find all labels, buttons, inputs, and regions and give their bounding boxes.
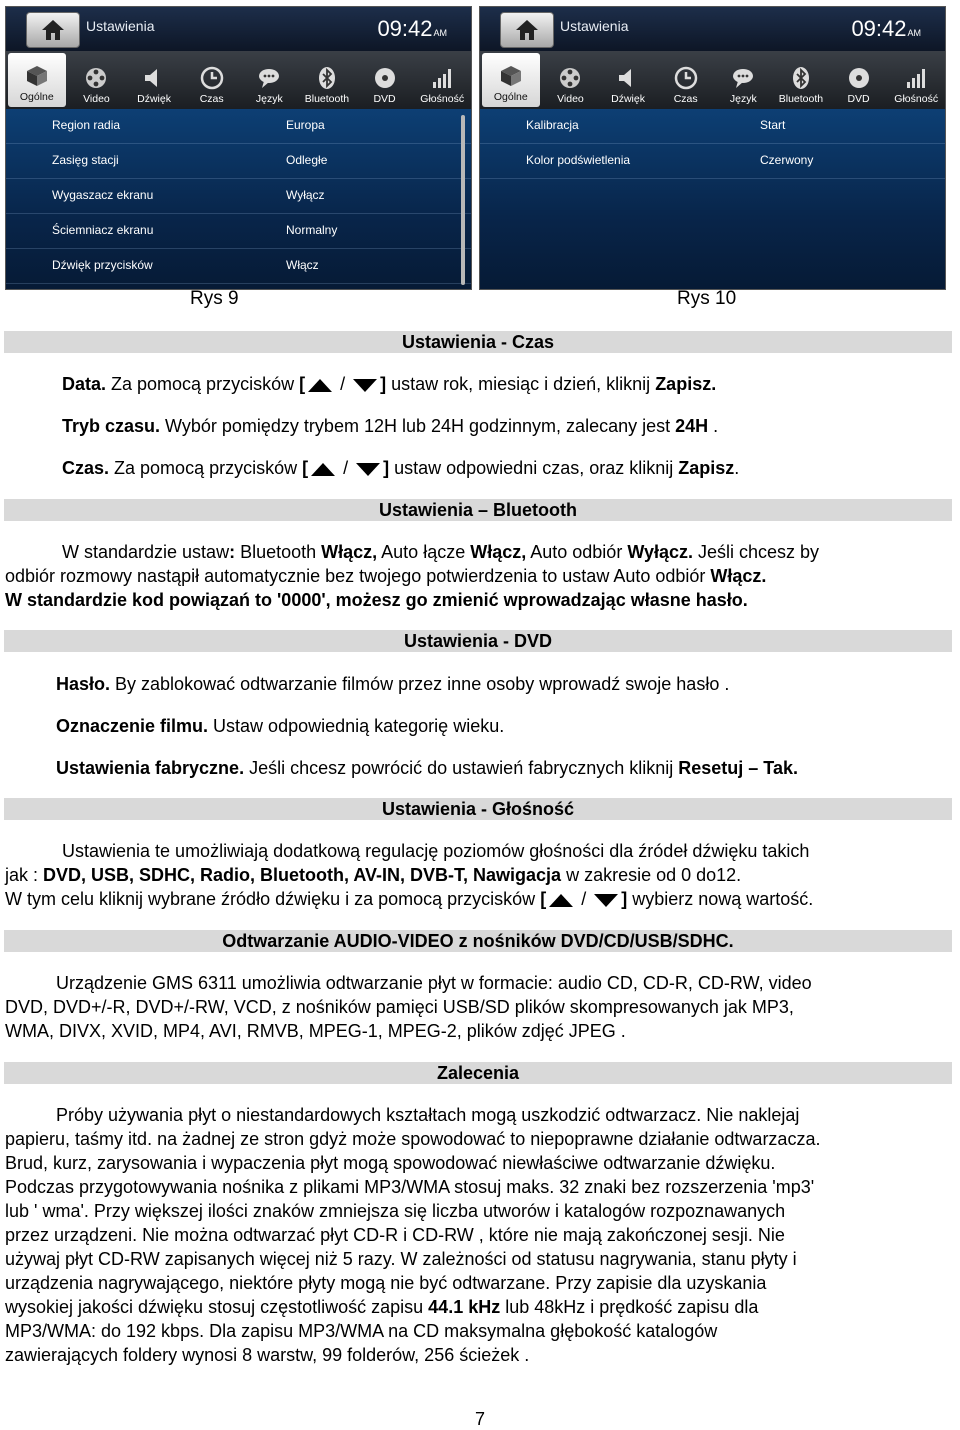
paragraph-bluetooth-2 [5,564,766,588]
tab-label: Video [83,93,110,105]
speaker-icon [142,66,166,90]
text: wysokiej jakości dźwięku stosuj częstotliwość zapisu [5,1297,429,1317]
clock [851,16,921,42]
up-arrow-icon [308,379,332,392]
bracket: [ [540,889,547,909]
settings-tabs [6,51,471,109]
setting-value: Wyłącz [286,188,325,202]
paragraph-volume-1: Ustawienia te umożliwiają dodatkową regulację poziomów głośności dla źródeł dźwięku takich [62,841,810,861]
text: Bluetooth [235,542,322,562]
tab-label: Ogólne [493,91,528,103]
paragraph-rec-9 [5,1295,758,1319]
paragraph-playback-1: Urządzenie GMS 6311 umożliwia odtwarzanie płyt w formacie: audio CD, CD-R, CD-RW, video [56,973,812,993]
paragraph-bluetooth-1 [62,540,819,564]
paragraph-rec-4: Podczas przygotowywania nośnika z plikami MP3/WMA stosuj maks. 32 znaki bez rozszerzenia 'mp3' [5,1177,815,1197]
text: / [338,458,354,478]
paragraph-volume-2 [5,863,741,887]
clock-ampm: AM [433,28,447,38]
setting-label: Region radia [52,118,121,132]
setting-value: Start [760,118,786,132]
home-button[interactable] [500,12,554,48]
tab-volume[interactable] [413,51,471,109]
tab-bluetooth[interactable] [298,51,356,109]
bracket: ] [383,458,390,478]
clock-icon [200,66,224,90]
text: ustaw rok, miesiąc i dzień, kliknij [386,374,656,394]
tab-label: Czas [673,93,698,105]
text: / [576,889,592,909]
term: 24H [675,416,709,436]
settings-list [6,109,471,289]
clock-time: 09:42 [851,16,907,41]
term: DVD, USB, SDHC, Radio, Bluetooth, AV-IN, DVB-T, Nawigacja [43,865,562,885]
section-header-volume: Ustawienia - Głośność [4,798,952,820]
text-bold: W standardzie kod powiązań to '0000', możesz go zmienić wprowadzając własne hasło. [5,590,748,610]
paragraph-time [62,456,739,480]
setting-value: Europa [286,118,325,132]
tab-label: Dźwięk [611,93,645,105]
text: Wybór pomiędzy trybem 12H lub 24H godzinnym, zalecany jest [160,416,676,436]
paragraph-rec-11: zawierających foldery wynosi 8 warstw, 99 folderów, 256 ścieżek . [5,1345,530,1365]
term: Czas. [62,458,110,478]
paragraph-password [56,672,729,696]
bracket: [ [299,374,306,394]
setting-row-radio-region[interactable] [6,109,471,144]
setting-label: Zasięg stacji [52,153,119,167]
clock-ampm: AM [907,28,921,38]
paragraph-time-mode [62,414,718,438]
screen-title: Ustawienia [86,18,155,34]
text: odbiór rozmowy nastąpił automatycznie bez twojego potwierdzenia to ustaw Auto odbiór [5,566,711,586]
text: Auto łącze [377,542,471,562]
paragraph-rec-3: Brud, kurz, zarysowania i wypaczenia płyt mogą spowodować niewłaściwe odtwarzanie dźwięku. [5,1153,776,1173]
term: 44.1 kHz [428,1297,501,1317]
tab-label: Ogólne [19,91,54,103]
tab-bluetooth[interactable] [772,51,830,109]
paragraph-factory [56,756,798,780]
bluetooth-icon [315,66,339,90]
tab-label: DVD [847,93,870,105]
tab-general[interactable] [482,53,540,107]
setting-row-calibration[interactable] [480,109,945,144]
tab-label: Język [255,93,283,105]
tab-label: Głośność [894,93,939,105]
paragraph-playback-3: WMA, DIVX, XVID, MP4, AVI, RMVB, MPEG-1, MPEG-2, plików zdjęć JPEG . [5,1021,626,1041]
setting-value: Odległe [286,153,328,167]
term: Włącz. [710,566,767,586]
setting-label: Ściemniacz ekranu [52,223,154,237]
tab-label: Bluetooth [778,93,824,105]
text: Za pomocą przycisków [106,374,300,394]
top-bar [6,7,471,51]
paragraph-rec-7: używaj płyt CD-RW zapisanych więcej niż 5 razy. W zależności od statusu nagrywania, stanu płyty i [5,1249,797,1269]
tab-video[interactable] [542,51,600,109]
setting-row-key-sound[interactable] [6,249,471,284]
clock-time: 09:42 [377,16,433,41]
tab-label: Czas [199,93,224,105]
paragraph-date [62,372,716,396]
tab-label: Video [557,93,584,105]
text: By zablokować odtwarzanie filmów przez inne osoby wprowadź swoje hasło . [110,674,730,694]
setting-row-backlight-color[interactable] [480,144,945,179]
tab-label: Język [729,93,757,105]
tab-label: Dźwięk [137,93,171,105]
paragraph-playback-2: DVD, DVD+/-R, DVD+/-RW, VCD, z nośników pamięci USB/SD plików skompresowanych jak MP3, [5,997,794,1017]
tab-label: Głośność [420,93,465,105]
text: . [708,416,719,436]
speaker-icon [616,66,640,90]
home-button[interactable] [26,12,80,48]
setting-row-dimmer[interactable] [6,214,471,249]
film-reel-icon [84,66,108,90]
section-header-time: Ustawienia - Czas [4,331,952,353]
figure-caption-9: Rys 9 [190,288,239,309]
term: Zapisz [678,458,735,478]
term: Tryb czasu. [62,416,161,436]
setting-label: Kalibracja [526,118,579,132]
scrollbar[interactable] [461,115,465,285]
tab-dvd[interactable] [356,51,414,109]
paragraph-volume-3 [5,887,813,911]
term: Oznaczenie filmu. [56,716,209,736]
text: lub 48kHz i prędkość zapisu dla [500,1297,759,1317]
section-header-recommendations: Zalecenia [4,1062,952,1084]
paragraph-rec-10: MP3/WMA: do 192 kbps. Dla zapisu MP3/WMA na CD maksymalna głębokość katalogów [5,1321,718,1341]
setting-value: Normalny [286,223,338,237]
top-bar [480,7,945,51]
tab-video[interactable] [68,51,126,109]
cube-icon [25,64,49,88]
speech-bubble-icon [257,66,281,90]
volume-bars-icon [430,66,454,90]
tab-general[interactable] [8,53,66,107]
tab-time[interactable] [657,51,715,109]
settings-screen-general [5,6,472,290]
text: / [335,374,351,394]
setting-value: Włącz [286,258,319,272]
tab-label: Bluetooth [304,93,350,105]
setting-row-screensaver[interactable] [6,179,471,214]
tab-volume[interactable] [887,51,945,109]
bluetooth-icon [789,66,813,90]
film-reel-icon [558,66,582,90]
text: W standardzie ustaw [62,542,230,562]
down-arrow-icon [353,379,377,392]
setting-label: Dźwięk przycisków [52,258,153,272]
home-icon [514,18,540,42]
tab-dvd[interactable] [830,51,888,109]
disc-icon [373,66,397,90]
volume-bars-icon [904,66,928,90]
setting-label: Kolor podświetlenia [526,153,631,167]
setting-value: Czerwony [760,153,814,167]
text: wybierz nową wartość. [627,889,814,909]
text: Auto odbiór [526,542,628,562]
text: Jeśli chcesz by [693,542,820,562]
term: Data. [62,374,107,394]
paragraph-rec-2: papieru, taśmy itd. na żadnej ze stron gdyż może spowodować to niepoprawne działanie odtwarzacza. [5,1129,821,1149]
speech-bubble-icon [731,66,755,90]
text: Ustaw odpowiednią kategorię wieku. [208,716,505,736]
section-header-playback: Odtwarzanie AUDIO-VIDEO z nośników DVD/CD/USB/SDHC. [4,930,952,952]
term: Resetuj – Tak. [678,758,798,778]
paragraph-rec-6: przez urządzeni. Nie można odtwarzać płyt CD-R i CD-RW , które nie mają zakończonej sesji. Nie [5,1225,785,1245]
term: Ustawienia fabryczne. [56,758,245,778]
paragraph-rec-1: Próby używania płyt o niestandardowych kształtach mogą uszkodzić odtwarzacz. Nie naklejaj [56,1105,800,1125]
tab-language[interactable] [715,51,773,109]
tab-language[interactable] [241,51,299,109]
text: ustaw odpowiedni czas, oraz kliknij [389,458,679,478]
text: Za pomocą przycisków [109,458,303,478]
term: Włącz, [321,542,378,562]
screen-title: Ustawienia [560,18,629,34]
term: Zapisz. [655,374,717,394]
term: Hasło. [56,674,111,694]
tab-time[interactable] [183,51,241,109]
section-header-dvd: Ustawienia - DVD [4,630,952,652]
clock-icon [674,66,698,90]
settings-screen-video [479,6,946,290]
bracket: ] [621,889,628,909]
cube-icon [499,64,523,88]
disc-icon [847,66,871,90]
settings-list [480,109,945,289]
settings-tabs [480,51,945,109]
section-header-bluetooth: Ustawienia – Bluetooth [4,499,952,521]
setting-row-station-range[interactable] [6,144,471,179]
tab-sound[interactable] [125,51,183,109]
page-number: 7 [474,1409,485,1429]
text: W tym celu kliknij wybrane źródło dźwięku i za pomocą przycisków [5,889,541,909]
up-arrow-icon [549,894,573,907]
setting-label: Wygaszacz ekranu [52,188,154,202]
text: Jeśli chcesz powrócić do ustawień fabrycznych kliknij [244,758,679,778]
paragraph-bluetooth-3 [5,588,748,612]
up-arrow-icon [311,463,335,476]
term: : [229,542,236,562]
term: Wyłącz. [627,542,694,562]
paragraph-rec-8: urządzenia nagrywającego, niektóre płyty mogą nie być odtwarzane. Przy zapisie dla uzyskania [5,1273,767,1293]
down-arrow-icon [594,894,618,907]
down-arrow-icon [356,463,380,476]
text: w zakresie od 0 do12. [561,865,742,885]
tab-label: DVD [373,93,396,105]
paragraph-rec-5: lub ' wma'. Przy większej ilości znaków zmniejsza się liczba utworów i katalogów rozpoznawanych [5,1201,786,1221]
paragraph-rating [56,714,504,738]
clock [377,16,447,42]
bracket: [ [302,458,309,478]
figure-caption-10: Rys 10 [677,288,737,309]
term: Włącz, [470,542,527,562]
home-icon [40,18,66,42]
bracket: ] [380,374,387,394]
tab-sound[interactable] [599,51,657,109]
text: . [734,458,740,478]
text: jak : [5,865,44,885]
